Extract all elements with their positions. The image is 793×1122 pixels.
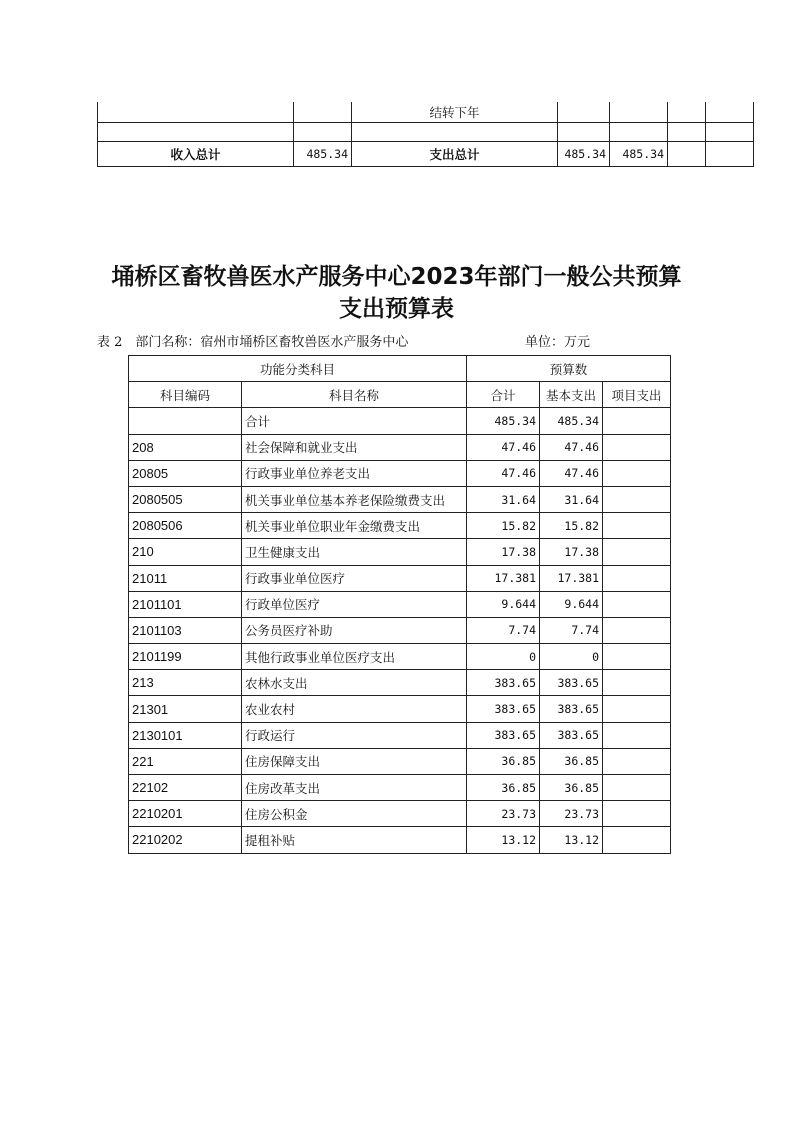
cell-name: 行政运行 [242, 722, 467, 748]
budget-table [128, 355, 671, 854]
cell-total: 485.34 [467, 408, 540, 434]
cell-project [603, 617, 671, 643]
cell-total: 9.644 [467, 591, 540, 617]
cell-name: 行政事业单位养老支出 [242, 460, 467, 486]
cell-project [603, 670, 671, 696]
cell-basic: 31.64 [540, 486, 603, 512]
cell-name: 提租补贴 [242, 827, 467, 853]
cell-basic: 383.65 [540, 696, 603, 722]
cell-total: 383.65 [467, 696, 540, 722]
cell-basic: 15.82 [540, 513, 603, 539]
table-row [129, 460, 671, 486]
cell-project [603, 801, 671, 827]
table-row [129, 748, 671, 774]
income-total-value: 485.34 [294, 142, 352, 167]
cell-code: 21301 [129, 696, 242, 722]
cell-basic: 36.85 [540, 748, 603, 774]
cell-name: 住房改革支出 [242, 775, 467, 801]
cell-basic: 9.644 [540, 591, 603, 617]
table-row [129, 722, 671, 748]
cell-total: 17.381 [467, 565, 540, 591]
cell-total: 47.46 [467, 460, 540, 486]
table-row [129, 408, 671, 434]
cell-basic: 17.381 [540, 565, 603, 591]
table-row [129, 827, 671, 853]
cell-name: 其他行政事业单位医疗支出 [242, 644, 467, 670]
table-row [129, 486, 671, 512]
cell-project [603, 565, 671, 591]
cell-code: 2080506 [129, 513, 242, 539]
cell-code: 213 [129, 670, 242, 696]
expense-total-label: 支出总计 [352, 142, 558, 167]
cell-basic: 17.38 [540, 539, 603, 565]
table-row [129, 513, 671, 539]
unit-label: 单位：万元 [525, 335, 591, 350]
cell-code: 2101103 [129, 617, 242, 643]
table-row [129, 670, 671, 696]
cell-name: 行政单位医疗 [242, 591, 467, 617]
cell-code [129, 408, 242, 434]
table-row [98, 123, 754, 142]
cell-code: 2130101 [129, 722, 242, 748]
cell-basic: 485.34 [540, 408, 603, 434]
cell-name: 公务员医疗补助 [242, 617, 467, 643]
cell-total: 0 [467, 644, 540, 670]
cell-project [603, 591, 671, 617]
cell-project [603, 486, 671, 512]
cell-name: 社会保障和就业支出 [242, 434, 467, 460]
cell-code: 221 [129, 748, 242, 774]
cell-basic: 383.65 [540, 722, 603, 748]
cell-total: 47.46 [467, 434, 540, 460]
table-row [129, 801, 671, 827]
header-row [129, 382, 671, 408]
income-expense-summary-table [97, 102, 754, 167]
page-title: 埇桥区畜牧兽医水产服务中心2023年部门一般公共预算 [111, 264, 682, 290]
cell-basic: 7.74 [540, 617, 603, 643]
header-function-classification: 功能分类科目 [129, 356, 467, 382]
cell-project [603, 434, 671, 460]
cell-project [603, 460, 671, 486]
header-budget-amount: 预算数 [467, 356, 671, 382]
cell-basic: 36.85 [540, 775, 603, 801]
cell-project [603, 513, 671, 539]
header-code: 科目编码 [129, 382, 242, 408]
cell-basic: 13.12 [540, 827, 603, 853]
cell-project [603, 775, 671, 801]
table-row [129, 565, 671, 591]
cell-code: 2210202 [129, 827, 242, 853]
cell-name: 农林水支出 [242, 670, 467, 696]
table-row [129, 591, 671, 617]
header-row [129, 356, 671, 382]
cell-name: 行政事业单位医疗 [242, 565, 467, 591]
cell-basic: 383.65 [540, 670, 603, 696]
total-row [98, 142, 754, 167]
cell-code: 208 [129, 434, 242, 460]
cell-total: 36.85 [467, 775, 540, 801]
cell-total: 383.65 [467, 670, 540, 696]
cell-total: 17.38 [467, 539, 540, 565]
header-total: 合计 [467, 382, 540, 408]
department-name: 表 2 部门名称：宿州市埇桥区畜牧兽医水产服务中心 [97, 335, 409, 350]
cell-project [603, 644, 671, 670]
table-row [129, 696, 671, 722]
cell-name: 机关事业单位职业年金缴费支出 [242, 513, 467, 539]
expense-total-value: 485.34 [610, 142, 668, 167]
cell-code: 2101199 [129, 644, 242, 670]
table-row [129, 644, 671, 670]
cell-name: 卫生健康支出 [242, 539, 467, 565]
cell-total: 13.12 [467, 827, 540, 853]
table-row [129, 775, 671, 801]
cell-total: 383.65 [467, 722, 540, 748]
header-name: 科目名称 [242, 382, 467, 408]
table-row [129, 617, 671, 643]
cell-total: 31.64 [467, 486, 540, 512]
cell-project [603, 539, 671, 565]
cell-project [603, 722, 671, 748]
cell-basic: 23.73 [540, 801, 603, 827]
cell-name: 住房保障支出 [242, 748, 467, 774]
cell-name: 农业农村 [242, 696, 467, 722]
cell-code: 20805 [129, 460, 242, 486]
cell-total: 15.82 [467, 513, 540, 539]
table-row [129, 539, 671, 565]
cell-total: 36.85 [467, 748, 540, 774]
cell-name: 住房公积金 [242, 801, 467, 827]
header-project: 项目支出 [603, 382, 671, 408]
cell-basic: 47.46 [540, 434, 603, 460]
cell-project [603, 408, 671, 434]
header-basic: 基本支出 [540, 382, 603, 408]
cell-basic: 47.46 [540, 460, 603, 486]
income-total-label: 收入总计 [98, 142, 294, 167]
cell-code: 2080505 [129, 486, 242, 512]
cell-project [603, 827, 671, 853]
cell-total: 23.73 [467, 801, 540, 827]
cell-basic: 0 [540, 644, 603, 670]
table-row [98, 102, 754, 123]
cell-code: 22102 [129, 775, 242, 801]
cell-code: 2101101 [129, 591, 242, 617]
cell-total: 7.74 [467, 617, 540, 643]
cell-code: 21011 [129, 565, 242, 591]
cell-code: 210 [129, 539, 242, 565]
table-row [129, 434, 671, 460]
carryover-label: 结转下年 [352, 102, 558, 123]
cell-name: 合计 [242, 408, 467, 434]
cell-project [603, 696, 671, 722]
cell-code: 2210201 [129, 801, 242, 827]
expense-total-value: 485.34 [558, 142, 610, 167]
cell-project [603, 748, 671, 774]
page-subtitle: 支出预算表 [339, 296, 454, 322]
cell-name: 机关事业单位基本养老保险缴费支出 [242, 486, 467, 512]
